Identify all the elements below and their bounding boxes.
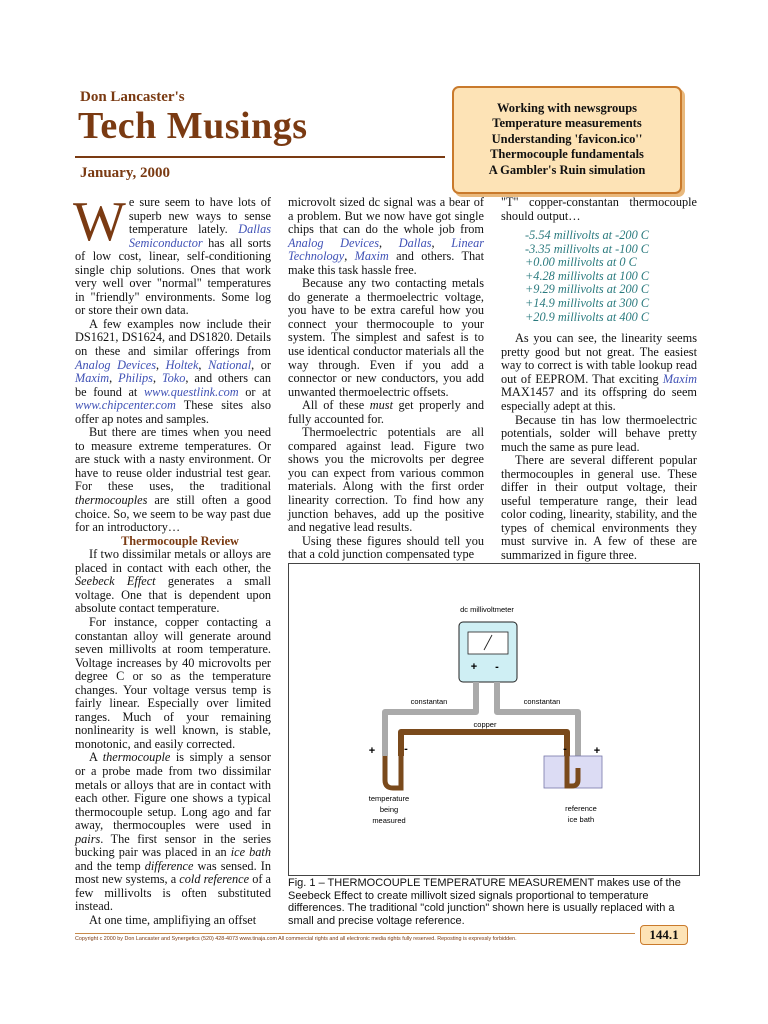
page-title: Tech Musings — [78, 105, 308, 147]
copyright-notice: Copyright c 2000 by Don Lancaster and Synergetics (520) 428-4073 www.tinaja.com All commercial rights and all electronic media rights fully reserved. Reposting is expressly forbidden. — [75, 936, 517, 942]
paragraph: If two dissimilar metals or alloys are placed in contact with each other, the Seebeck Effect generates a small voltage. One that is dependent upon absolute contact temperature. — [75, 547, 272, 616]
reference-label-line: reference — [565, 804, 597, 813]
column-1 — [73, 191, 272, 928]
link[interactable]: www.chipcenter.com — [75, 398, 176, 413]
paragraph: Using these figures should tell you that a cold junction compensated type — [288, 533, 484, 562]
temperature-row: +14.9 millivolts at 300 C — [525, 296, 650, 311]
meter-plus: + — [470, 661, 478, 673]
link[interactable]: Analog Devices — [75, 357, 156, 372]
byline: Don Lancaster's — [80, 89, 185, 105]
paragraph: But there are times when you need to measure extreme temperatures. Or are stuck with a nasty environment. Or have to reuse older industrial test gear. For these uses, the traditional thermocouples are still often a good choice. So, we seem to be way past due for an introductory… — [75, 425, 271, 535]
paragraph: Thermoelectric potentials are all compared against lead. Figure two shows you the microvolts per degree you can expect from various common materials. Along with the first order linearity correction. To find how any junction behaves, add up the positive and negative lead results. — [288, 425, 484, 535]
reference-plus: + — [593, 745, 601, 757]
figure-caption: Fig. 1 – THERMOCOUPLE TEMPERATURE MEASUREMENT makes use of the Seebeck Effect to create millivolt sized signals proportional to temperature differences. The traditional "cold junction" shown here is usually replaced with a small and precise voltage reference. — [288, 877, 681, 927]
thermocouple-diagram — [289, 564, 699, 875]
figure-1 — [288, 563, 700, 876]
paragraph: We sure seem to have lots of superb new ways to sense temperature lately. Dallas Semiconductor has all sorts of low cost, linear, self-conditioning single chip solutions. Ones that work very well over "normal" temperatures in "friendly" environments. Some log or store their own data. — [73, 191, 271, 318]
temperature-row: +4.28 millivolts at 100 C — [525, 268, 650, 283]
paragraph: For instance, copper contacting a constantan alloy will generate around seven millivolts at room temperature. Voltage increases by 40 microvolts per degree C or so as the temperature changes. Your voltage versus temp is fairly linear. Especially over limited ranges. Much of your remaining nonlinearity is well known, is stable, monotonic, and easily corrected. — [75, 614, 271, 751]
temperature-row: -3.35 millivolts at -100 C — [525, 241, 649, 256]
link[interactable]: Maxim — [662, 371, 697, 386]
link[interactable]: Dallas — [398, 235, 432, 250]
footer-rule — [75, 933, 635, 934]
paragraph: A few examples now include their DS1621, DS1624, and DS1820. Details on these and similar offerings from Analog Devices, Holtek, National, or Maxim, Philips, Toko, and others can be found at www.questlink.com or at www.chipcenter.com These sites also offer ap notes and samples. — [75, 316, 272, 426]
link[interactable]: www.questlink.com — [143, 384, 239, 399]
constantan-label-right: constantan — [523, 697, 561, 706]
toc-item: Working with newsgroups — [496, 101, 638, 115]
link[interactable]: Dallas Semiconductor — [128, 222, 271, 250]
link[interactable]: Analog Devices — [288, 235, 380, 250]
link[interactable]: Maxim — [354, 249, 389, 264]
link[interactable]: Toko — [161, 371, 186, 386]
paragraph: All of these must get properly and fully accounted for. — [288, 398, 484, 426]
temperature-table — [525, 229, 697, 324]
contents-box — [452, 86, 682, 194]
link[interactable]: National — [208, 357, 252, 372]
paragraph: Because tin has low thermoelectric potentials, solder will behave pretty much the same as pure lead. — [501, 412, 697, 454]
link[interactable]: Philips — [118, 371, 153, 386]
paragraph: Because any two contacting metals do generate a thermoelectric voltage, you have to be extra careful how you connect your thermocouple to your system. The simplest and safest is to use identical conductor materials all the way through. Even if you add a connector or new conductors, you add unwanted thermoelectric offsets. — [288, 276, 484, 399]
toc-item: Understanding 'favicon.ico'' — [491, 131, 643, 146]
paragraph: At one time, amplifiying an offset — [89, 912, 257, 927]
sensor-label-line: being — [379, 805, 399, 814]
toc-item: A Gambler's Ruin simulation — [488, 162, 646, 177]
toc-item: Thermocouple fundamentals — [490, 147, 644, 162]
ice-bath — [544, 756, 602, 788]
link[interactable]: Holtek — [165, 357, 199, 372]
copper-label: copper — [473, 720, 497, 729]
constantan-label-left: constantan — [410, 697, 448, 706]
paragraph: "T" copper-constantan thermocouple should output… — [501, 195, 697, 223]
meter-minus: - — [495, 661, 499, 673]
meter-label: dc millivoltmeter — [460, 605, 514, 614]
link[interactable]: Linear Technology — [288, 235, 485, 264]
toc-item: Temperature measurements — [492, 116, 642, 131]
title-rule — [75, 156, 445, 158]
reference-label-line: ice bath — [567, 815, 595, 824]
link[interactable]: Maxim — [75, 371, 110, 386]
column-3 — [501, 196, 697, 563]
temperature-row: -5.54 millivolts at -200 C — [525, 228, 649, 243]
issue-date: January, 2000 — [80, 165, 171, 181]
sensor-junction — [385, 756, 401, 788]
column-2 — [288, 196, 484, 562]
temperature-row: +0.00 millivolts at 0 C — [525, 255, 637, 270]
paragraph: As you can see, the linearity seems pretty good but not great. The easiest way to correct is with table lookup read out of EEPROM. That exciting Maxim MAX1457 and its offspring do seem especially adept at this. — [501, 331, 697, 413]
temperature-row: +20.9 millivolts at 400 C — [525, 309, 650, 324]
sensor-minus: - — [404, 743, 408, 755]
copper-wire — [401, 732, 567, 756]
sensor-plus: + — [368, 745, 376, 757]
temperature-row: +9.29 millivolts at 200 C — [525, 282, 650, 297]
reference-minus: - — [563, 743, 567, 755]
page-number: 144.1 — [640, 925, 688, 945]
drop-cap: W — [73, 191, 126, 253]
sensor-label-line: temperature — [368, 794, 410, 803]
paragraph: microvolt sized dc signal was a bear of a problem. But we now have got single chips that can do the whole job from Analog Devices, Dallas, Linear Technology, Maxim and others. That make this task hassle free. — [288, 195, 485, 277]
subhead: Thermocouple Review — [121, 533, 239, 548]
paragraph: A thermocouple is simply a sensor or a probe made from two dissimilar metals or alloys that are in contact with each other. Figure one shows a typical thermocouple setup. Long ago and far away, thermocouples were used in pairs. The first sensor in the series bucking pair was placed in an ice bath and the temp difference was sensed. In most new systems, a cold reference of a few millivolts is often substituted instead. — [75, 750, 272, 914]
sensor-label-line: measured — [372, 816, 406, 825]
paragraph: There are several different popular thermocouples in general use. These differ in their output voltage, their useful temperature range, their lead color coding, linearity, stability, and the types of chemical environments they must survive in. A few of these are summarized in figure three. — [501, 453, 697, 562]
